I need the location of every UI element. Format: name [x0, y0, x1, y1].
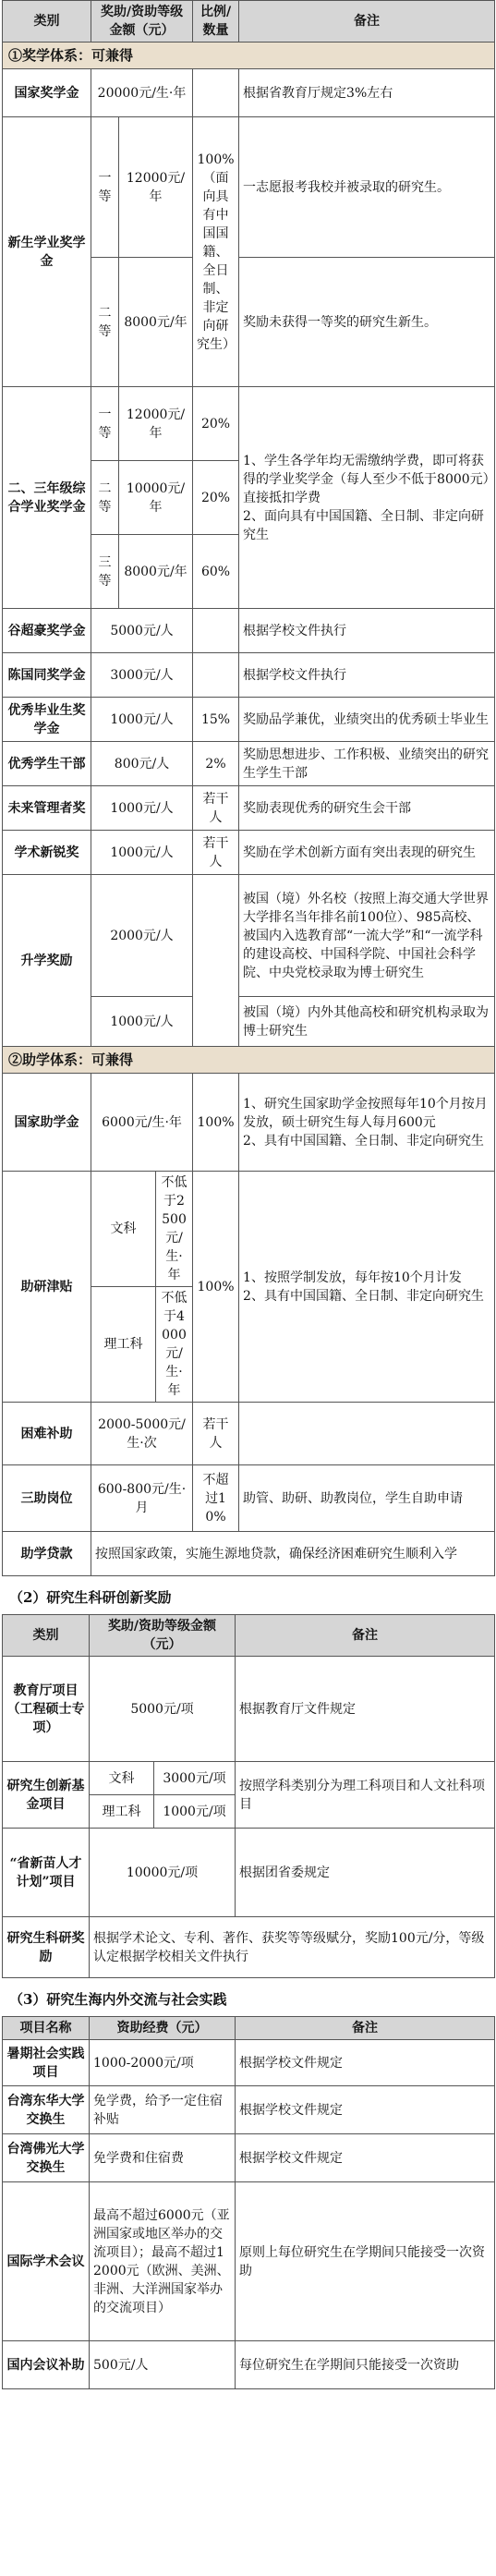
row-name: 谷超豪奖学金	[3, 609, 91, 653]
row-note: 奖励未获得一等奖的研究生新生。	[239, 258, 495, 387]
row-amount: 5000元/项	[90, 1657, 236, 1762]
row-note: 根据学术论文、专利、著作、获奖等等级赋分，奖励100元/分，等级认定根据学校相关文件执行	[90, 1917, 495, 1978]
header-note: 备注	[239, 1, 495, 43]
header-funding: 资助经费（元）	[90, 2017, 236, 2040]
row-note: 1、研究生国家助学金按照每年10个月按月发放，硕士研究生每人每月600元 2、具有中国国籍、全日制、非定向研究生	[239, 1074, 495, 1172]
row-ratio: 20%	[193, 387, 239, 461]
row-name: 助研津贴	[3, 1172, 91, 1403]
subject-label: 理工科	[90, 1795, 154, 1829]
row-amount: 10000元/项	[90, 1829, 236, 1917]
subject-label: 文科	[91, 1172, 156, 1287]
row-ratio: 若干人	[193, 831, 239, 875]
row-note: 按照国家政策，实施生源地贷款，确保经济困难研究生顺利入学	[91, 1532, 495, 1576]
research-award-table	[2, 1614, 495, 1978]
row-ratio: 100%（面向具有中国国籍、全日制、非定向研究生）	[193, 117, 239, 387]
header-amount: 奖助/资助等级金额（元）	[90, 1615, 236, 1657]
table-row	[3, 1074, 495, 1172]
header-note: 备注	[236, 1615, 495, 1657]
row-name: 三助岗位	[3, 1465, 91, 1532]
row-ratio: 若干人	[193, 1403, 239, 1465]
row-amount: 1000元/人	[91, 831, 193, 875]
section-aid	[3, 1047, 495, 1074]
header-project: 项目名称	[3, 2017, 90, 2040]
row-name: 国际学术会议	[3, 2182, 90, 2341]
level-label: 一等	[91, 387, 119, 461]
table-row	[3, 786, 495, 831]
row-name: 研究生科研奖励	[3, 1917, 90, 1978]
row-ratio: 若干人	[193, 786, 239, 831]
table-row	[3, 1465, 495, 1532]
row-note: 被国（境）内外其他高校和研究机构录取为博士研究生	[239, 997, 495, 1047]
row-amount: 12000元/年	[119, 117, 193, 258]
row-amount: 12000元/年	[119, 387, 193, 461]
row-note	[239, 1403, 495, 1465]
exchange-table	[2, 2016, 495, 2389]
table-row	[3, 1403, 495, 1465]
table-row	[3, 2134, 495, 2182]
row-note: 被国（境）外名校（按照上海交通大学世界大学排名当年排名前100位）、985高校、被国内入选教育部“一流大学”和“一流学科的建设高校、中国科学院、中国社会科学院、中央党校录取为博士研究生	[239, 875, 495, 997]
table-row	[3, 387, 495, 461]
row-note: 根据学校文件规定	[236, 2040, 495, 2086]
row-name: 优秀学生干部	[3, 742, 91, 786]
row-note: 根据教育厅文件规定	[236, 1657, 495, 1762]
row-note: 一志愿报考我校并被录取的研究生。	[239, 117, 495, 258]
row-name: 助学贷款	[3, 1532, 91, 1576]
level-label: 三等	[91, 535, 119, 609]
row-amount: 免学费，给予一定住宿补贴	[90, 2086, 236, 2134]
row-amount: 6000元/生·年	[91, 1074, 193, 1172]
row-name: 陈国同奖学金	[3, 653, 91, 698]
row-note: 根据学校文件执行	[239, 653, 495, 698]
row-amount: 8000元/年	[119, 535, 193, 609]
row-name: 台湾东华大学交换生	[3, 2086, 90, 2134]
row-name: 二、三年级综合学业奖学金	[3, 387, 91, 609]
row-note: 1、按照学制发放，每年按10个月计发 2、具有中国国籍、全日制、非定向研究生	[239, 1172, 495, 1403]
row-note: 根据团省委规定	[236, 1829, 495, 1917]
subject-label: 理工科	[91, 1287, 156, 1403]
row-note: 根据学校文件规定	[236, 2134, 495, 2182]
row-amount: 500元/人	[90, 2341, 236, 2389]
header-category: 类别	[3, 1615, 90, 1657]
row-amount: 2000元/人	[91, 875, 193, 997]
row-amount: 2000-5000元/生·次	[91, 1403, 193, 1465]
row-name: 升学奖励	[3, 875, 91, 1047]
row-name: 研究生创新基金项目	[3, 1762, 90, 1829]
row-ratio: 15%	[193, 698, 239, 742]
row-ratio: 20%	[193, 461, 239, 535]
row-name: 困难补助	[3, 1403, 91, 1465]
level-label: 一等	[91, 117, 119, 258]
section-caption: （3）研究生海内外交流与社会实践	[9, 1991, 227, 2008]
row-note: 奖励表现优秀的研究生会干部	[239, 786, 495, 831]
row-amount: 最高不超过6000元（亚洲国家或地区举办的交流项目）；最高不超过12000元（欧洲、美洲、非洲、大洋洲国家举办的交流项目）	[90, 2182, 236, 2341]
scholarship-table	[2, 0, 495, 1576]
table-row	[3, 2182, 495, 2341]
row-name: 未来管理者奖	[3, 786, 91, 831]
row-amount: 3000元/人	[91, 653, 193, 698]
section-caption: （2）研究生科研创新奖励	[9, 1589, 172, 1606]
table-header-row	[3, 2017, 495, 2040]
row-ratio: 60%	[193, 535, 239, 609]
table-row	[3, 69, 495, 117]
table-row	[3, 875, 495, 997]
row-amount: 600-800元/生·月	[91, 1465, 193, 1532]
table-row	[3, 742, 495, 786]
row-amount: 1000元/人	[91, 786, 193, 831]
row-ratio: 不超过10%	[193, 1465, 239, 1532]
table-row	[3, 1172, 495, 1287]
table-row	[3, 831, 495, 875]
row-amount: 不低于4000元/生·年	[156, 1287, 193, 1403]
row-amount: 不低于2500元/生·年	[156, 1172, 193, 1287]
row-name: 新生学业奖学金	[3, 117, 91, 387]
row-note: 根据学校文件规定	[236, 2086, 495, 2134]
section-scholarship	[3, 43, 495, 69]
row-amount: 20000元/生·年	[91, 69, 193, 117]
row-note: 1、学生各学年均无需缴纳学费，即可将获得的学业奖学金（每人至少不低于8000元）直接抵扣学费 2、面向具有中国国籍、全日制、非定向研究生	[239, 387, 495, 609]
header-category: 类别	[3, 1, 91, 43]
table-row	[3, 609, 495, 653]
table-row	[3, 653, 495, 698]
row-note: 每位研究生在学期间只能接受一次资助	[236, 2341, 495, 2389]
row-note: 按照学科类别分为理工科项目和人文社科项目	[236, 1762, 495, 1829]
row-note: 奖励在学术创新方面有突出表现的研究生	[239, 831, 495, 875]
row-note: 助管、助研、助教岗位，学生自助申请	[239, 1465, 495, 1532]
level-label: 二等	[91, 461, 119, 535]
table-row	[3, 1917, 495, 1978]
row-amount: 800元/人	[91, 742, 193, 786]
row-amount: 1000元/人	[91, 698, 193, 742]
section-title: ①奖学体系：可兼得	[3, 43, 495, 69]
table-row	[3, 1829, 495, 1917]
row-name: “省新苗人才计划”项目	[3, 1829, 90, 1917]
row-amount: 1000-2000元/项	[90, 2040, 236, 2086]
table-header-row	[3, 1615, 495, 1657]
row-note: 奖励品学兼优，业绩突出的优秀硕士毕业生	[239, 698, 495, 742]
row-note: 原则上每位研究生在学期间只能接受一次资助	[236, 2182, 495, 2341]
row-name: 优秀毕业生奖学金	[3, 698, 91, 742]
row-name: 台湾佛光大学交换生	[3, 2134, 90, 2182]
row-amount: 1000元/项	[154, 1795, 236, 1829]
table-row	[3, 698, 495, 742]
header-ratio: 比例/数量	[193, 1, 239, 43]
row-amount: 免学费和住宿费	[90, 2134, 236, 2182]
row-name: 国家助学金	[3, 1074, 91, 1172]
header-amount: 奖助/资助等级金额（元）	[91, 1, 193, 43]
table-row	[3, 2040, 495, 2086]
table-row	[3, 1657, 495, 1762]
row-name: 国家奖学金	[3, 69, 91, 117]
table-row	[3, 2086, 495, 2134]
row-amount: 3000元/项	[154, 1762, 236, 1795]
table-row	[3, 1532, 495, 1576]
row-ratio: 100%	[193, 1074, 239, 1172]
header-note: 备注	[236, 2017, 495, 2040]
row-note: 根据学校文件执行	[239, 609, 495, 653]
table-header-row	[3, 1, 495, 43]
row-note: 奖励思想进步、工作积极、业绩突出的研究生学生干部	[239, 742, 495, 786]
row-amount: 10000元/年	[119, 461, 193, 535]
row-note: 根据省教育厅规定3%左右	[239, 69, 495, 117]
table-row	[3, 2341, 495, 2389]
subject-label: 文科	[90, 1762, 154, 1795]
row-amount: 8000元/年	[119, 258, 193, 387]
row-ratio: 100%	[193, 1172, 239, 1403]
table-row	[3, 117, 495, 258]
row-amount: 1000元/人	[91, 997, 193, 1047]
row-amount: 5000元/人	[91, 609, 193, 653]
row-name: 教育厅项目（工程硕士专项）	[3, 1657, 90, 1762]
row-name: 暑期社会实践项目	[3, 2040, 90, 2086]
level-label: 二等	[91, 258, 119, 387]
row-ratio: 2%	[193, 742, 239, 786]
row-name: 国内会议补助	[3, 2341, 90, 2389]
table-row	[3, 1762, 495, 1795]
section-title: ②助学体系：可兼得	[3, 1047, 495, 1074]
row-name: 学术新锐奖	[3, 831, 91, 875]
